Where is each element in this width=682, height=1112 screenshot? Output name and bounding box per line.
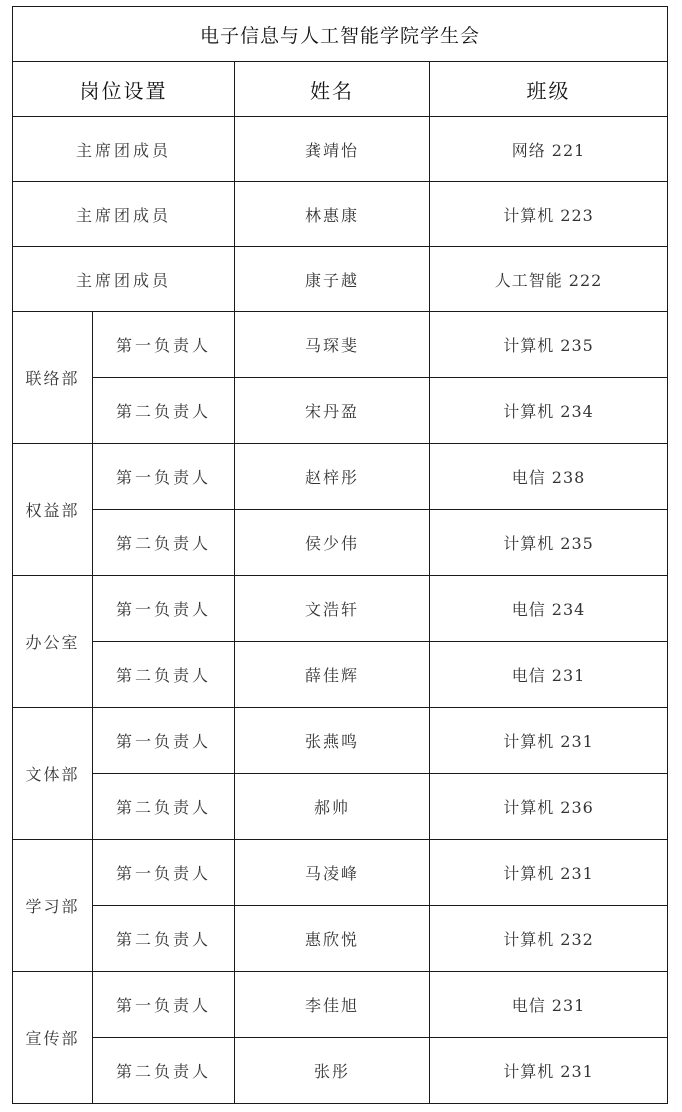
name-cell: 龚靖怡 <box>235 117 430 182</box>
class-cell: 计算机 231 <box>430 1038 668 1104</box>
name-cell: 张燕鸣 <box>235 708 430 774</box>
presidium-row <box>13 247 668 312</box>
class-cell: 电信 231 <box>430 972 668 1038</box>
department-row <box>13 774 668 840</box>
name-cell: 郝帅 <box>235 774 430 840</box>
department-name-cell: 办公室 <box>13 576 93 708</box>
department-row <box>13 576 668 642</box>
header-name: 姓名 <box>235 62 430 117</box>
role-cell: 第一负责人 <box>93 576 235 642</box>
class-cell: 计算机 232 <box>430 906 668 972</box>
name-cell: 薛佳辉 <box>235 642 430 708</box>
role-cell: 主席团成员 <box>13 182 235 247</box>
class-cell: 电信 231 <box>430 642 668 708</box>
class-cell: 计算机 223 <box>430 182 668 247</box>
name-cell: 马琛斐 <box>235 312 430 378</box>
role-cell: 第一负责人 <box>93 840 235 906</box>
name-cell: 侯少伟 <box>235 510 430 576</box>
role-cell: 第一负责人 <box>93 708 235 774</box>
header-position: 岗位设置 <box>13 62 235 117</box>
role-cell: 第二负责人 <box>93 378 235 444</box>
header-class: 班级 <box>430 62 668 117</box>
class-cell: 计算机 231 <box>430 840 668 906</box>
presidium-row <box>13 182 668 247</box>
name-cell: 宋丹盈 <box>235 378 430 444</box>
class-cell: 计算机 235 <box>430 510 668 576</box>
presidium-row <box>13 117 668 182</box>
department-name-cell: 学习部 <box>13 840 93 972</box>
role-cell: 主席团成员 <box>13 247 235 312</box>
class-cell: 人工智能 222 <box>430 247 668 312</box>
student-union-roster-table <box>12 6 668 1104</box>
department-row <box>13 906 668 972</box>
department-row <box>13 444 668 510</box>
department-row <box>13 378 668 444</box>
role-cell: 第二负责人 <box>93 1038 235 1104</box>
role-cell: 主席团成员 <box>13 117 235 182</box>
department-row <box>13 840 668 906</box>
table-title: 电子信息与人工智能学院学生会 <box>13 7 668 62</box>
department-name-cell: 宣传部 <box>13 972 93 1104</box>
name-cell: 张彤 <box>235 1038 430 1104</box>
role-cell: 第一负责人 <box>93 444 235 510</box>
department-row <box>13 972 668 1038</box>
title-row <box>13 7 668 62</box>
name-cell: 林惠康 <box>235 182 430 247</box>
role-cell: 第二负责人 <box>93 510 235 576</box>
class-cell: 计算机 236 <box>430 774 668 840</box>
department-name-cell: 权益部 <box>13 444 93 576</box>
department-name-cell: 联络部 <box>13 312 93 444</box>
role-cell: 第一负责人 <box>93 312 235 378</box>
department-row <box>13 510 668 576</box>
header-row <box>13 62 668 117</box>
class-cell: 网络 221 <box>430 117 668 182</box>
role-cell: 第二负责人 <box>93 774 235 840</box>
name-cell: 文浩轩 <box>235 576 430 642</box>
class-cell: 计算机 234 <box>430 378 668 444</box>
department-row <box>13 708 668 774</box>
name-cell: 惠欣悦 <box>235 906 430 972</box>
class-cell: 电信 238 <box>430 444 668 510</box>
name-cell: 康子越 <box>235 247 430 312</box>
department-row <box>13 312 668 378</box>
roster-body <box>13 7 668 1104</box>
role-cell: 第一负责人 <box>93 972 235 1038</box>
role-cell: 第二负责人 <box>93 906 235 972</box>
department-name-cell: 文体部 <box>13 708 93 840</box>
department-row <box>13 642 668 708</box>
name-cell: 马凌峰 <box>235 840 430 906</box>
class-cell: 计算机 231 <box>430 708 668 774</box>
name-cell: 赵梓彤 <box>235 444 430 510</box>
name-cell: 李佳旭 <box>235 972 430 1038</box>
class-cell: 计算机 235 <box>430 312 668 378</box>
role-cell: 第二负责人 <box>93 642 235 708</box>
department-row <box>13 1038 668 1104</box>
class-cell: 电信 234 <box>430 576 668 642</box>
